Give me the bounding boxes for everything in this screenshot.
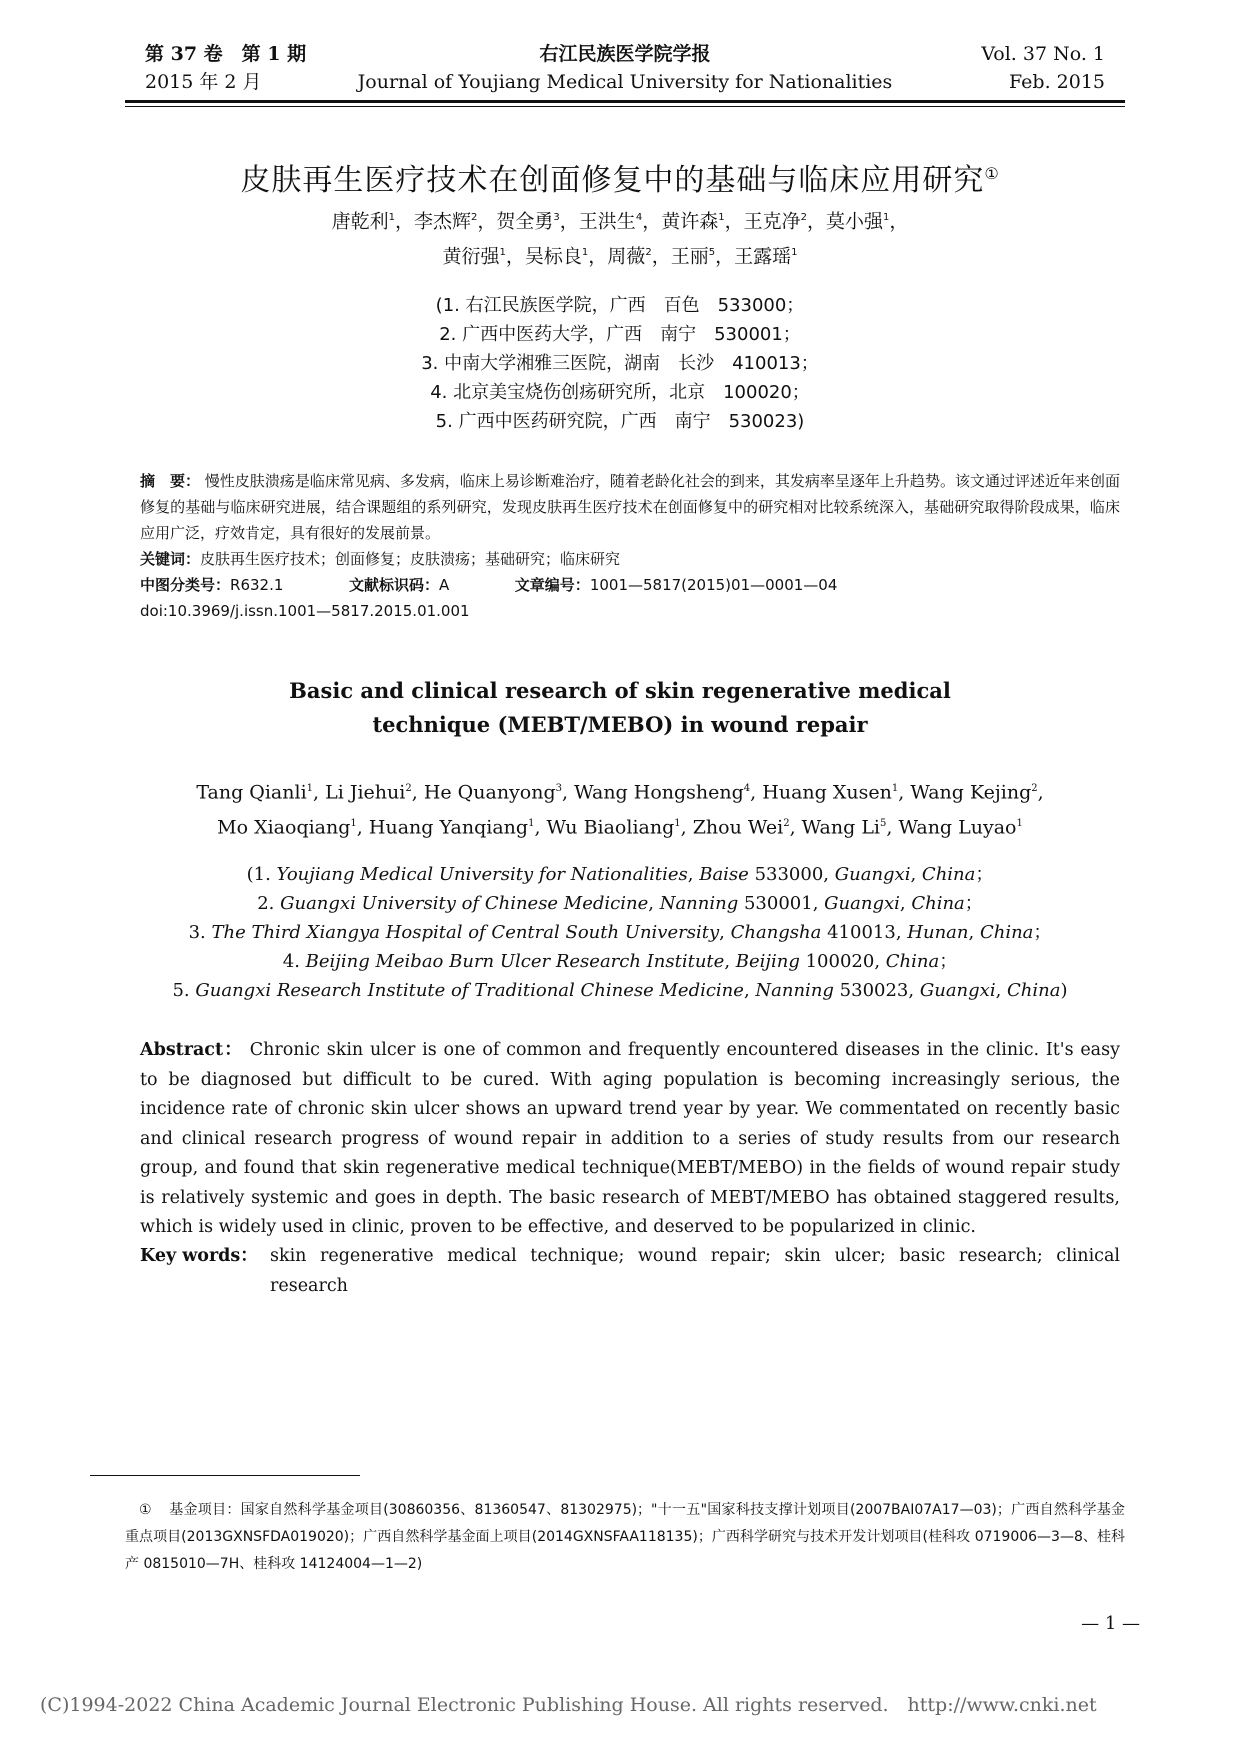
affiliation-city: Changsha [730,922,822,943]
author-affiliation-index: 1 [791,247,798,259]
keywords-en-label: Key words： [140,1246,258,1266]
abstract-en [140,1036,1120,1243]
clc-value: R632.1 [230,576,284,594]
affiliation-en-line: 5. Guangxi Research Institute of Traditional Chinese Medicine, Nanning 530023, Guangxi, China) [172,980,1068,1001]
author-affiliation-index: 1 [883,212,890,223]
author-affiliation-index: 1 [306,783,314,794]
title-footnote-mark: ① [984,164,1000,183]
author-affiliation-index: 3 [555,783,563,794]
author-affiliation-index: 1 [388,212,395,223]
header-journal-en: Journal of Youjiang Medical University for Nationalities [357,71,893,93]
author-name: Wu Biaoliang [546,816,675,839]
header-date-cn: 2015 年 2 月 [145,71,262,93]
affiliation-index: 2. [257,893,281,914]
author-affiliation-index: 1 [350,818,357,830]
affiliation-city: Beijing [735,951,800,972]
page-number: — 1 — [1081,1613,1140,1634]
affiliation-index: (1. [246,864,277,885]
doc-code-label: 文献标识码： [348,576,439,594]
author-affiliation-index: 5 [708,247,716,259]
doc-code-value: A [438,576,450,594]
affiliation-org: Beijing Meibao Burn Ulcer Research Institute [305,951,725,972]
author-name: Wang Kejing [910,781,1032,804]
affiliation-country: China [911,893,965,914]
author-name: 王丽 [670,245,709,268]
authors-en [0,773,1240,844]
abstract-cn-label: 摘 要： [140,472,201,490]
header-vol-en [981,40,1105,96]
author-affiliation-index: 3 [553,212,560,223]
affiliation-region: Hunan [907,922,969,943]
author-name: He Quanyong [423,781,556,804]
affiliations-en [0,860,1240,1005]
author-name: 王露瑶 [734,245,792,268]
author-name: Wang Luyao [898,816,1017,839]
affiliation-city: Nanning [755,980,834,1001]
affiliation-end: ； [975,864,994,885]
keywords-cn-label: 关键词： [140,550,201,568]
author-line: 唐乾利$^1$，李杰辉$^2$，贺全勇$^3$，王洪生$^4$，黄许森$^1$，王克净$^2$，莫小强$^1$， [331,210,909,233]
affiliation-postcode: 100020 [805,951,875,972]
footnote-rule [90,1475,360,1476]
affiliation-end: ； [964,893,983,914]
article-no-label: 文章编号： [514,576,590,594]
keywords-cn-row [140,546,1120,572]
abstract-cn-para [140,468,1120,546]
author-name: 黄许森 [661,210,719,233]
author-affiliation-index: 4 [635,212,643,223]
author-name: Wang Li [801,816,881,839]
affiliation-index: 3. [188,922,212,943]
running-header [125,40,1125,98]
affiliation-postcode: 530001 [743,893,813,914]
affiliation-country: China [921,864,976,885]
author-affiliation-index: 2 [405,783,412,794]
affiliation-en-line: 2. Guangxi University of Chinese Medicine, Nanning 530001, Guangxi, China； [257,893,983,914]
header-vol-no: Vol. 37 No. 1 [981,43,1105,65]
keywords-cn-text: 皮肤再生医疗技术；创面修复；皮肤溃疡；基础研究；临床研究 [200,550,621,568]
author-name: Huang Yanqiang [368,816,529,839]
author-name: 周薇 [607,245,646,268]
keywords-en-text: skin regenerative medical technique; wound repair; skin ulcer; basic research; clinical research [270,1246,1120,1296]
header-journal-cn: 右江民族医学院学报 [539,43,711,65]
article-no-value: 1001—5817(2015)01—0001—04 [589,576,838,594]
authors-cn [0,202,1240,273]
author-name: Li Jiehui [325,781,406,804]
title-en-line2: technique (MEBT/MEBO) in wound repair [372,712,868,737]
affiliation-city: Baise [699,864,749,885]
affiliation-org: The Third Xiangya Hospital of Central South University [211,922,720,943]
affiliation-en-line: 3. The Third Xiangya Hospital of Central South University, Changsha 410013, Hunan, China； [188,922,1052,943]
affiliation-country: China [1007,980,1061,1001]
affiliation-postcode: 533000 [754,864,824,885]
title-en [0,674,1240,742]
author-name: 吴标良 [524,245,582,268]
affiliation-end: ) [1060,980,1068,1001]
classification-row [140,572,1120,598]
header-date-en: Feb. 2015 [1009,71,1105,93]
affiliation-en-line: (1. Youjiang Medical University for Nationalities, Baise 533000, Guangxi, China； [246,864,994,885]
doi-line: doi:10.3969/j.issn.1001—5817.2015.01.001 [140,602,470,620]
affiliation-end: ； [1033,922,1052,943]
author-affiliation-index: 5 [880,818,887,830]
footnote-text: 基金项目：国家自然科学基金项目(30860356、81360547、81302975)；"十一五"国家科技支撑计划项目(2007BAI07A17—03)；广西自然科学基金重点项目(2013GXNSFDA019020)；广西自然科学基金面上项目(2014GXNSFAA118135)；广西科学研究与技术开发计划项目(桂科攻 0719006—3—8、桂科产 0815010—7H、桂科攻 14124004—1—2) [125,1502,1125,1572]
author-line: 黄衍强$^1$，吴标良$^1$，周薇$^2$，王丽$^5$，王露瑶$^1$ [442,245,798,268]
affiliation-cn-line: 5. 广西中医药研究院，广西 南宁 530023) [435,411,805,432]
header-rule-thin [125,106,1125,107]
affiliation-region: Guangxi [919,980,996,1001]
author-name: 李杰辉 [413,210,471,233]
author-name: Huang Xusen [762,781,892,804]
affiliation-country: China [885,951,940,972]
author-line: Tang Qianli$^1$, Li Jiehui$^2$, He Quanyong$^3$, Wang Hongsheng$^4$, Huang Xusen$^1$, Wang Kejing$^2$, [196,781,1044,804]
title-cn [0,155,1240,199]
author-affiliation-index: 1 [528,818,535,830]
affiliation-org: Youjiang Medical University for Nationalities [276,864,688,885]
clc-label: 中图分类号： [140,576,231,594]
author-affiliation-index: 2 [645,247,652,259]
author-name: Mo Xiaoqiang [217,816,351,839]
author-affiliation-index: 2 [471,212,478,223]
author-affiliation-index: 2 [783,818,790,830]
affiliation-index: 5. [172,980,196,1001]
author-name: 黄衍强 [442,245,500,268]
affiliation-cn-line: 3. 中南大学湘雅三医院，湖南 长沙 410013； [421,353,819,374]
author-name: Zhou Wei [692,816,784,839]
author-name: 莫小强 [826,210,884,233]
affiliation-postcode: 410013 [827,922,896,943]
author-affiliation-index: 2 [800,212,807,223]
affiliations-cn [0,291,1240,436]
author-name: 王洪生 [578,210,636,233]
author-affiliation-index: 1 [581,247,589,259]
author-affiliation-index: 2 [1031,783,1038,794]
author-affiliation-index: 1 [674,818,681,830]
affiliation-cn-line: 4. 北京美宝烧伤创疡研究所，北京 100020； [430,382,810,403]
header-journal [125,40,1125,96]
affiliation-city: Nanning [659,893,739,914]
affiliation-region: Guangxi [824,893,900,914]
abstract-cn-text: 慢性皮肤溃疡是临床常见病、多发病，临床上易诊断难治疗，随着老龄化社会的到来，其发病率呈逐年上升趋势。该文通过评述近年来创面修复的基础与临床研究进展，结合课题组的系列研究，发现皮肤再生医疗技术在创面修复中的研究相对比较系统深入，基础研究取得阶段成果，临床应用广泛，疗效肯定，具有很好的发展前景。 [140,472,1120,542]
affiliation-country: China [979,922,1034,943]
author-name: 王克净 [743,210,801,233]
abstract-en-text: Chronic skin ulcer is one of common and frequently encountered diseases in the clinic. It's easy to be diagnosed but difficult to be cured. With aging population is becoming increasingly serious, the incidence rate of chronic skin ulcer shows an upward trend year by year. We commentated on recently basic and clinical research progress of wound repair in addition to a series of study results from our research group, and found that skin regenerative medical technique(MEBT/MEBO) in the fields of wound repair study is relatively systemic and goes in depth. The basic research of MEBT/MEBO has obtained staggered results, which is widely used in clinic, proven to be effective, and deserved to be popularized in clinic. [140,1040,1120,1237]
author-affiliation-index: 1 [1016,818,1023,830]
author-name: 贺全勇 [496,210,554,233]
footnote [125,1497,1125,1578]
affiliation-end: ； [939,951,958,972]
author-name: Wang Hongsheng [574,781,744,804]
abstract-en-label: Abstract： [140,1040,243,1060]
abstract-cn [140,468,1120,624]
author-name: 唐乾利 [331,210,389,233]
author-name: Tang Qianli [196,781,307,804]
copyright-line: (C)1994-2022 China Academic Journal Electronic Publishing House. All rights reserved. http://www.cnki.net [40,1694,1097,1716]
affiliation-org: Guangxi Research Institute of Traditional Chinese Medicine [195,980,744,1001]
title-cn-text: 皮肤再生医疗技术在创面修复中的基础与临床应用研究 [240,163,985,198]
affiliation-cn-line: 2. 广西中医药大学，广西 南宁 530001； [439,324,801,345]
affiliation-region: Guangxi [834,864,911,885]
header-rule-thick [125,100,1125,103]
author-affiliation-index: 1 [499,247,506,259]
author-affiliation-index: 1 [891,783,899,794]
author-affiliation-index: 1 [718,212,725,223]
affiliation-cn-line: (1. 右江民族医学院，广西 百色 533000； [435,295,805,316]
title-en-line1: Basic and clinical research of skin regenerative medical [289,678,951,703]
header-volume-issue: 第 37 卷 第 1 期 [145,43,307,65]
author-line: Mo Xiaoqiang$^1$, Huang Yanqiang$^1$, Wu Biaoliang$^1$, Zhou Wei$^2$, Wang Li$^5$, Wang Luyao$^1$ [217,816,1023,839]
affiliation-org: Guangxi University of Chinese Medicine [280,893,649,914]
author-affiliation-index: 4 [743,783,751,794]
affiliation-postcode: 530023 [839,980,909,1001]
affiliation-index: 4. [282,951,306,972]
affiliation-en-line: 4. Beijing Meibao Burn Ulcer Research Institute, Beijing 100020, China； [282,951,958,972]
footnote-mark: ① [139,1502,152,1518]
